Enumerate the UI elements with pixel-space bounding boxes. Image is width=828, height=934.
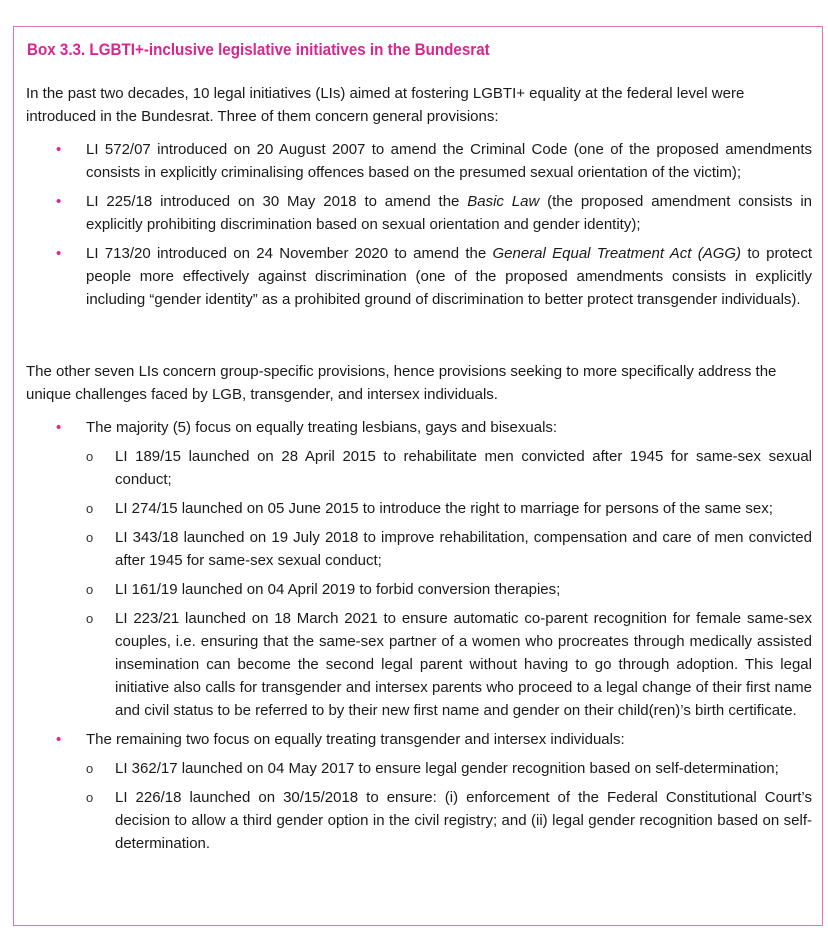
bullet-icon: • — [56, 141, 62, 158]
box-title: Box 3.3. LGBTI+-inclusive legislative initiatives in the Bundesrat — [27, 41, 490, 59]
circle-bullet-icon: o — [86, 530, 94, 545]
law-name: General Equal Treatment Act (AGG) — [492, 245, 742, 262]
list-item: o LI 343/18 launched on 19 July 2018 to improve rehabilitation, compensation and care of men convicted after 1945 for same-sex sexual conduct; — [86, 526, 812, 572]
list-item — [54, 416, 812, 722]
general-provisions-list — [54, 138, 812, 311]
circle-bullet-icon: o — [86, 761, 94, 776]
list-item: o LI 274/15 launched on 05 June 2015 to introduce the right to marriage for persons of the same sex; — [86, 497, 812, 520]
list-item: • LI 225/18 introduced on 30 May 2018 to amend the Basic Law (the proposed amendment consists in explicitly prohibiting discrimination based on sexual orientation and gender identity); — [54, 190, 812, 236]
bullet-icon: • — [56, 245, 62, 262]
list-item: o LI 362/17 launched on 04 May 2017 to ensure legal gender recognition based on self-determination; — [86, 757, 812, 780]
list-item: o LI 223/21 launched on 18 March 2021 to ensure automatic co-parent recognition for female same-sex couples, i.e. ensuring that the same-sex partner of a women who procreates through medically assisted insemination can become the second legal parent without having to go through adoption. This legal initiative also calls for transgender and intersex parents who proceed to a legal change of their first name and civil status to be referred to by their new first name and gender on their child(ren)’s birth certificate. — [86, 607, 812, 722]
circle-bullet-icon: o — [86, 611, 94, 626]
circle-bullet-icon: o — [86, 790, 94, 805]
majority-label: The majority (5) focus on equally treating lesbians, gays and bisexuals: — [86, 419, 558, 436]
bullet-icon: • — [56, 193, 62, 210]
trans-intersex-initiatives-list — [86, 757, 812, 855]
list-item: o LI 161/19 launched on 04 April 2019 to forbid conversion therapies; — [86, 578, 812, 601]
list-item: • LI 572/07 introduced on 20 August 2007 to amend the Criminal Code (one of the proposed amendments consists in explicitly criminalising offences based on the presumed sexual orientation of the victim); — [54, 138, 812, 184]
list-item: o LI 226/18 launched on 30/15/2018 to ensure: (i) enforcement of the Federal Constitutional Court’s decision to allow a third gender option in the civil registry; and (ii) legal gender recognition based on self-determination. — [86, 786, 812, 855]
circle-bullet-icon: o — [86, 582, 94, 597]
bullet-icon: • — [56, 419, 62, 436]
list-item — [54, 728, 812, 855]
law-name: Basic Law — [467, 193, 540, 210]
remaining-label: The remaining two focus on equally treating transgender and intersex individuals: — [86, 731, 625, 748]
box-frame — [13, 26, 823, 926]
circle-bullet-icon: o — [86, 449, 94, 464]
intro-paragraph: In the past two decades, 10 legal initiatives (LIs) aimed at fostering LGBTI+ equality at the federal level were introduced in the Bundesrat. Three of them concern general provisions: — [26, 85, 745, 125]
group-specific-paragraph: The other seven LIs concern group-specific provisions, hence provisions seeking to more specifically address the unique challenges faced by LGB, transgender, and intersex individuals. — [26, 363, 777, 403]
circle-bullet-icon: o — [86, 501, 94, 516]
list-item: o LI 189/15 launched on 28 April 2015 to rehabilitate men convicted after 1945 for same-sex sexual conduct; — [86, 445, 812, 491]
list-item: • LI 713/20 introduced on 24 November 2020 to amend the General Equal Treatment Act (AGG) to protect people more effectively against discrimination (one of the proposed amendments consists in explicitly including “gender identity” as a prohibited ground of discrimination to better protect transgender individuals). — [54, 242, 812, 311]
lgb-initiatives-list — [86, 445, 812, 722]
group-specific-list — [54, 416, 812, 855]
bullet-icon: • — [56, 731, 62, 748]
